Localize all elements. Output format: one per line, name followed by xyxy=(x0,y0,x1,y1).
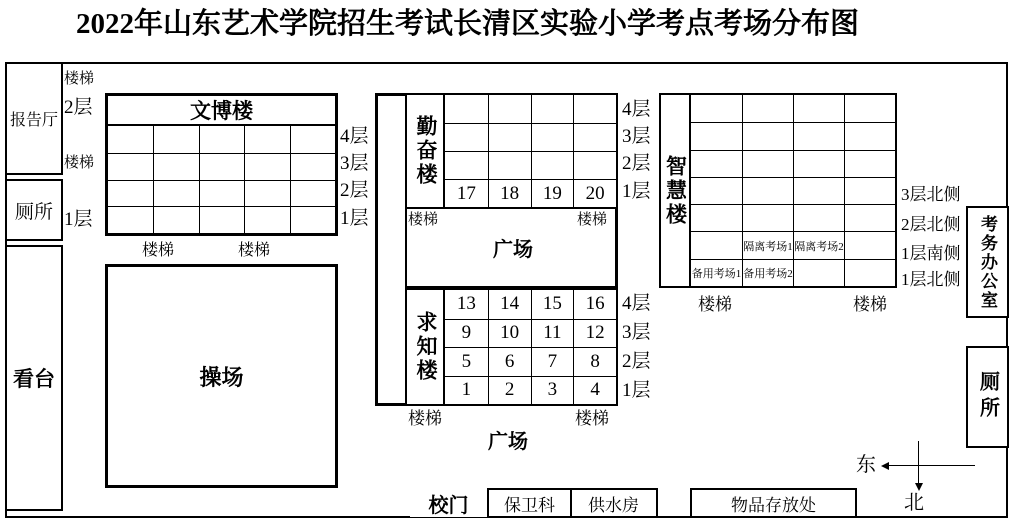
room-cell xyxy=(108,153,153,180)
room-cell xyxy=(844,177,895,204)
wenbo-name: 文博楼 xyxy=(190,99,253,123)
compass-east-arrowhead xyxy=(881,462,889,470)
room-cell: 9 xyxy=(445,319,488,348)
room-cell xyxy=(742,150,793,177)
room-cell xyxy=(573,123,616,151)
wenbo-east-floor2: 2层 xyxy=(340,180,369,201)
zhihui-grid xyxy=(689,93,897,288)
room-cell: 1 xyxy=(445,376,488,405)
wenbo-grid xyxy=(108,126,335,233)
room-cell: 4 xyxy=(573,376,616,405)
zhihui-east-1f-south: 1层南侧 xyxy=(901,244,961,263)
room-cell xyxy=(199,153,244,180)
room-cell xyxy=(488,123,531,151)
stand xyxy=(5,245,63,511)
qinfen-name: 勤奋楼 xyxy=(414,115,438,187)
wenbo-building xyxy=(105,93,338,236)
room-cell xyxy=(445,95,488,123)
compass-north-line xyxy=(918,441,919,484)
east-toilet-label: 厕所 xyxy=(976,371,999,423)
qiuzhi-east-floor4: 4层 xyxy=(622,293,651,314)
room-cell xyxy=(531,123,574,151)
room-cell xyxy=(153,180,198,207)
wenbo-title-row xyxy=(108,96,335,126)
wenbo-east-floor3: 3层 xyxy=(340,153,369,174)
room-cell xyxy=(153,206,198,233)
west-toilet xyxy=(5,179,63,241)
room-cell xyxy=(793,122,844,149)
room-cell xyxy=(108,206,153,233)
water-room-label: 供水房 xyxy=(588,495,639,515)
page-title: 2022年山东艺术学院招生考试长清区实验小学考点考场分布图 xyxy=(75,8,859,40)
room-cell xyxy=(445,123,488,151)
room-cell xyxy=(793,204,844,231)
wenbo-south-stairs-2: 楼梯 xyxy=(238,242,271,259)
room-cell: 5 xyxy=(445,347,488,376)
room-cell: 8 xyxy=(573,347,616,376)
room-cell xyxy=(290,206,335,233)
zhihui-stairs-right: 楼梯 xyxy=(853,295,887,314)
report-hall xyxy=(5,62,63,175)
room-cell: 15 xyxy=(531,290,574,319)
room-cell xyxy=(244,206,289,233)
storage-room xyxy=(690,488,857,518)
qinfen-stairs-right: 楼梯 xyxy=(577,212,608,228)
zhihui-east-2f-north: 2层北侧 xyxy=(901,215,961,234)
exam-office-label: 考务办公室 xyxy=(978,214,997,310)
room-cell xyxy=(488,151,531,179)
room-cell xyxy=(844,95,895,122)
qiuzhi-label-cell xyxy=(405,288,446,406)
room-cell: 20 xyxy=(573,179,616,207)
wenbo-west-floor2: 2层 xyxy=(64,97,93,118)
room-cell xyxy=(531,151,574,179)
wenbo-west-stairs-top: 楼梯 xyxy=(64,71,95,87)
wenbo-east-floor4: 4层 xyxy=(340,126,369,147)
exam-office xyxy=(966,206,1009,318)
zhihui-label-cell xyxy=(659,93,691,288)
room-cell xyxy=(488,95,531,123)
qiuzhi-stairs-right: 楼梯 xyxy=(575,409,609,428)
school-gate xyxy=(410,490,487,517)
room-cell: 隔离考场2 xyxy=(793,231,844,258)
room-cell xyxy=(844,204,895,231)
room-cell xyxy=(199,206,244,233)
room-cell: 13 xyxy=(456,293,476,315)
storage-room-label: 物品存放处 xyxy=(731,495,816,515)
qiuzhi-name: 求知楼 xyxy=(414,311,438,383)
room-cell xyxy=(742,95,793,122)
west-toilet-label: 厕所 xyxy=(14,201,53,223)
qinfen-label-cell xyxy=(405,93,446,209)
qiuzhi-plaza-label: 广场 xyxy=(488,431,528,453)
playground xyxy=(105,264,338,488)
room-cell xyxy=(573,95,616,123)
room-cell xyxy=(691,204,742,231)
room-cell: 3 xyxy=(531,376,574,405)
room-cell xyxy=(742,204,793,231)
qinfen-east-floor4: 4层 xyxy=(622,99,651,120)
room-cell xyxy=(445,151,488,179)
qiuzhi-stairs-left: 楼梯 xyxy=(408,409,442,428)
room-cell xyxy=(108,126,153,153)
room-cell xyxy=(793,177,844,204)
qinfen-grid xyxy=(443,93,618,209)
security-office-label: 保卫科 xyxy=(504,495,555,515)
wenbo-east-floor1: 1层 xyxy=(340,208,369,229)
compass-north-arrowhead xyxy=(915,483,923,491)
room-cell xyxy=(108,180,153,207)
room-cell xyxy=(199,126,244,153)
room-cell xyxy=(244,153,289,180)
room-cell xyxy=(691,177,742,204)
room-cell: 19 xyxy=(531,179,574,207)
room-cell xyxy=(244,126,289,153)
room-cell: 备用考场2 xyxy=(742,259,793,286)
room-cell xyxy=(290,126,335,153)
room-cell xyxy=(742,122,793,149)
room-cell xyxy=(844,231,895,258)
room-cell: 18 xyxy=(488,179,531,207)
room-cell xyxy=(793,259,844,286)
playground-label: 操场 xyxy=(199,364,244,390)
room-cell xyxy=(844,259,895,286)
zhihui-east-1f-north: 1层北侧 xyxy=(901,270,961,289)
water-room xyxy=(570,488,658,518)
room-cell xyxy=(531,95,574,123)
qinfen-east-floor2: 2层 xyxy=(622,153,651,174)
qiuzhi-east-floor2: 2层 xyxy=(622,351,651,372)
room-cell: 14 xyxy=(488,290,531,319)
room-cell xyxy=(573,151,616,179)
wenbo-south-stairs-1: 楼梯 xyxy=(142,242,175,259)
room-cell xyxy=(290,153,335,180)
room-cell xyxy=(793,150,844,177)
room-cell xyxy=(691,95,742,122)
room-cell xyxy=(691,122,742,149)
zhihui-name: 智慧楼 xyxy=(663,154,688,227)
room-cell xyxy=(793,95,844,122)
qinfen-plaza-label: 广场 xyxy=(493,239,533,261)
room-cell: 7 xyxy=(531,347,574,376)
zhihui-stairs-left: 楼梯 xyxy=(698,295,732,314)
school-gate-label: 校门 xyxy=(428,495,469,517)
room-cell: 11 xyxy=(531,319,574,348)
report-hall-label: 报告厅 xyxy=(9,112,58,129)
room-cell xyxy=(742,177,793,204)
zhihui-east-3f-north: 3层北侧 xyxy=(901,185,961,204)
qinfen-stairs-left: 楼梯 xyxy=(408,212,439,228)
stand-label: 看台 xyxy=(13,367,55,391)
room-cell xyxy=(290,180,335,207)
compass-east-line xyxy=(888,465,975,466)
room-cell: 12 xyxy=(573,319,616,348)
room-cell xyxy=(153,153,198,180)
wenbo-west-floor1: 1层 xyxy=(64,209,93,230)
room-cell xyxy=(153,126,198,153)
qiuzhi-east-floor3: 3层 xyxy=(622,322,651,343)
compass-east-label: 东 xyxy=(856,454,876,476)
east-toilet xyxy=(966,346,1009,448)
room-cell: 6 xyxy=(488,347,531,376)
room-cell xyxy=(199,180,244,207)
room-cell xyxy=(691,231,742,258)
security-office xyxy=(487,488,572,518)
wenbo-west-stairs-mid: 楼梯 xyxy=(64,155,95,171)
room-cell xyxy=(844,122,895,149)
room-cell: 隔离考场1 xyxy=(742,231,793,258)
compass-north-label: 北 xyxy=(904,492,924,514)
room-cell: 17 xyxy=(445,179,488,207)
qinfen-east-floor1: 1层 xyxy=(622,181,651,202)
room-cell: 备用考场1 xyxy=(691,259,742,286)
room-cell: 16 xyxy=(573,290,616,319)
qiuzhi-east-floor1: 1层 xyxy=(622,380,651,401)
room-cell xyxy=(844,150,895,177)
room-cell xyxy=(691,150,742,177)
room-cell: 10 xyxy=(488,319,531,348)
qiuzhi-grid xyxy=(443,288,618,406)
qinfen-east-floor3: 3层 xyxy=(622,126,651,147)
room-cell xyxy=(244,180,289,207)
room-cell: 2 xyxy=(488,376,531,405)
